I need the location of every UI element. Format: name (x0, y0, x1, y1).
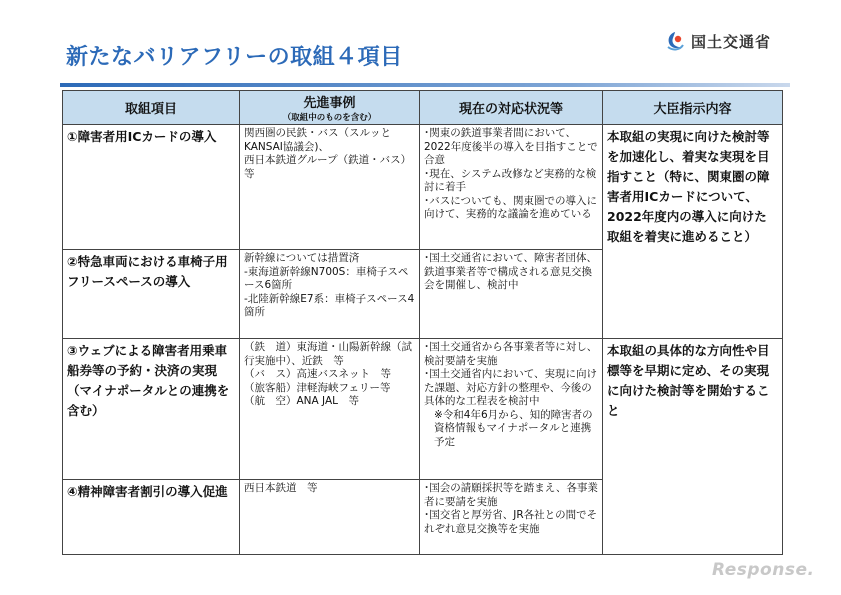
status-line: ･バスについても、関東圏での導入に向けて、実務的な議論を進めている (424, 194, 598, 220)
row-item: ①障害者用ICカードの導入 (63, 125, 240, 250)
header-examples-sub: （取組中のものを含む） (282, 113, 377, 123)
row-examples (240, 250, 420, 339)
header-item: 取組項目 (63, 91, 240, 125)
table-header-row (63, 91, 783, 125)
header-status: 現在の対応状況等 (420, 91, 603, 125)
table-row (63, 339, 783, 480)
row-examples (240, 339, 420, 480)
status-line: ･国土交通省において、障害者団体、鉄道事業者等で構成される意見交換会を開催し、検討中 (424, 252, 598, 291)
row-status (420, 480, 603, 555)
minister-instruction-bottom: 本取組の具体的な方向性や目標等を早期に定め、その実現に向けた検討等を開始すること (603, 339, 783, 555)
header-examples-label: 先進事例 (303, 96, 356, 111)
example-line: 関西圏の民鉄・バス（スルッとKANSAI協議会)、 (244, 127, 391, 153)
measures-table (62, 90, 783, 555)
status-line: ･国土交通省内において、実現に向けた課題、対応方針の整理や、今後の具体的な工程表を検討中 (424, 368, 598, 407)
example-line: -東海道新幹線N700S：車椅子スペース6箇所 (244, 265, 409, 291)
logo-text: 国土交通省 (691, 32, 772, 51)
header-minister: 大臣指示内容 (603, 91, 783, 125)
example-line: 西日本鉄道 等 (244, 482, 318, 494)
row-status (420, 125, 603, 250)
row-status (420, 250, 603, 339)
row-item: ②特急車両における車椅子用フリースペースの導入 (63, 250, 240, 339)
example-line: （航 空）ANA JAL 等 (244, 395, 360, 407)
table-row (63, 125, 783, 250)
row-examples (240, 125, 420, 250)
row-status (420, 339, 603, 480)
example-line: -北陸新幹線E7系：車椅子スペース4箇所 (244, 292, 415, 318)
status-line: ･国土交通省から各事業者等に対し、検討要請を実施 (424, 341, 598, 367)
title-underline (60, 83, 790, 87)
minister-instruction-top: 本取組の実現に向けた検討等を加速化し、着実な実現を目指すこと（特に、関東圏の障害者用ICカードについて、2022年度内の導入に向けた取組を着実に進めること） (603, 125, 783, 339)
status-note: ※令和4年6月から、知的障害者の資格情報もマイナポータルと連携予定 (434, 408, 593, 448)
row-item: ③ウェブによる障害者用乗車船券等の予約・決済の実現（マイナポータルとの連携を含む） (63, 339, 240, 480)
example-line: 西日本鉄道グループ（鉄道・バス） 等 (244, 154, 417, 180)
example-line: （バ ス）高速バスネット 等 (244, 368, 391, 380)
status-line: ･国交省と厚労省、JR各社との間でそれぞれ意見交換等を実施 (424, 509, 598, 535)
mlit-logo-icon (664, 30, 686, 52)
header-examples (240, 91, 420, 125)
mlit-logo (664, 30, 771, 52)
example-line: 新幹線については措置済 (244, 252, 360, 264)
status-line: ･国会の請願採択等を踏まえ、各事業者に要請を実施 (424, 482, 598, 508)
status-line: ･現在、システム改修など実務的な検討に着手 (424, 167, 597, 193)
example-line: （鉄 道）東海道・山陽新幹線（試行実施中）、近鉄 等 (244, 341, 412, 367)
row-item: ④精神障害者割引の導入促進 (63, 480, 240, 555)
row-examples (240, 480, 420, 555)
page-title: 新たなバリアフリーの取組４項目 (66, 45, 403, 70)
response-watermark: Response. (712, 560, 815, 580)
status-line: ･関東の鉄道事業者間において、2022年度後半の導入を目指すことで合意 (424, 127, 598, 166)
example-line: （旅客船）津軽海峡フェリー等 (244, 381, 391, 394)
